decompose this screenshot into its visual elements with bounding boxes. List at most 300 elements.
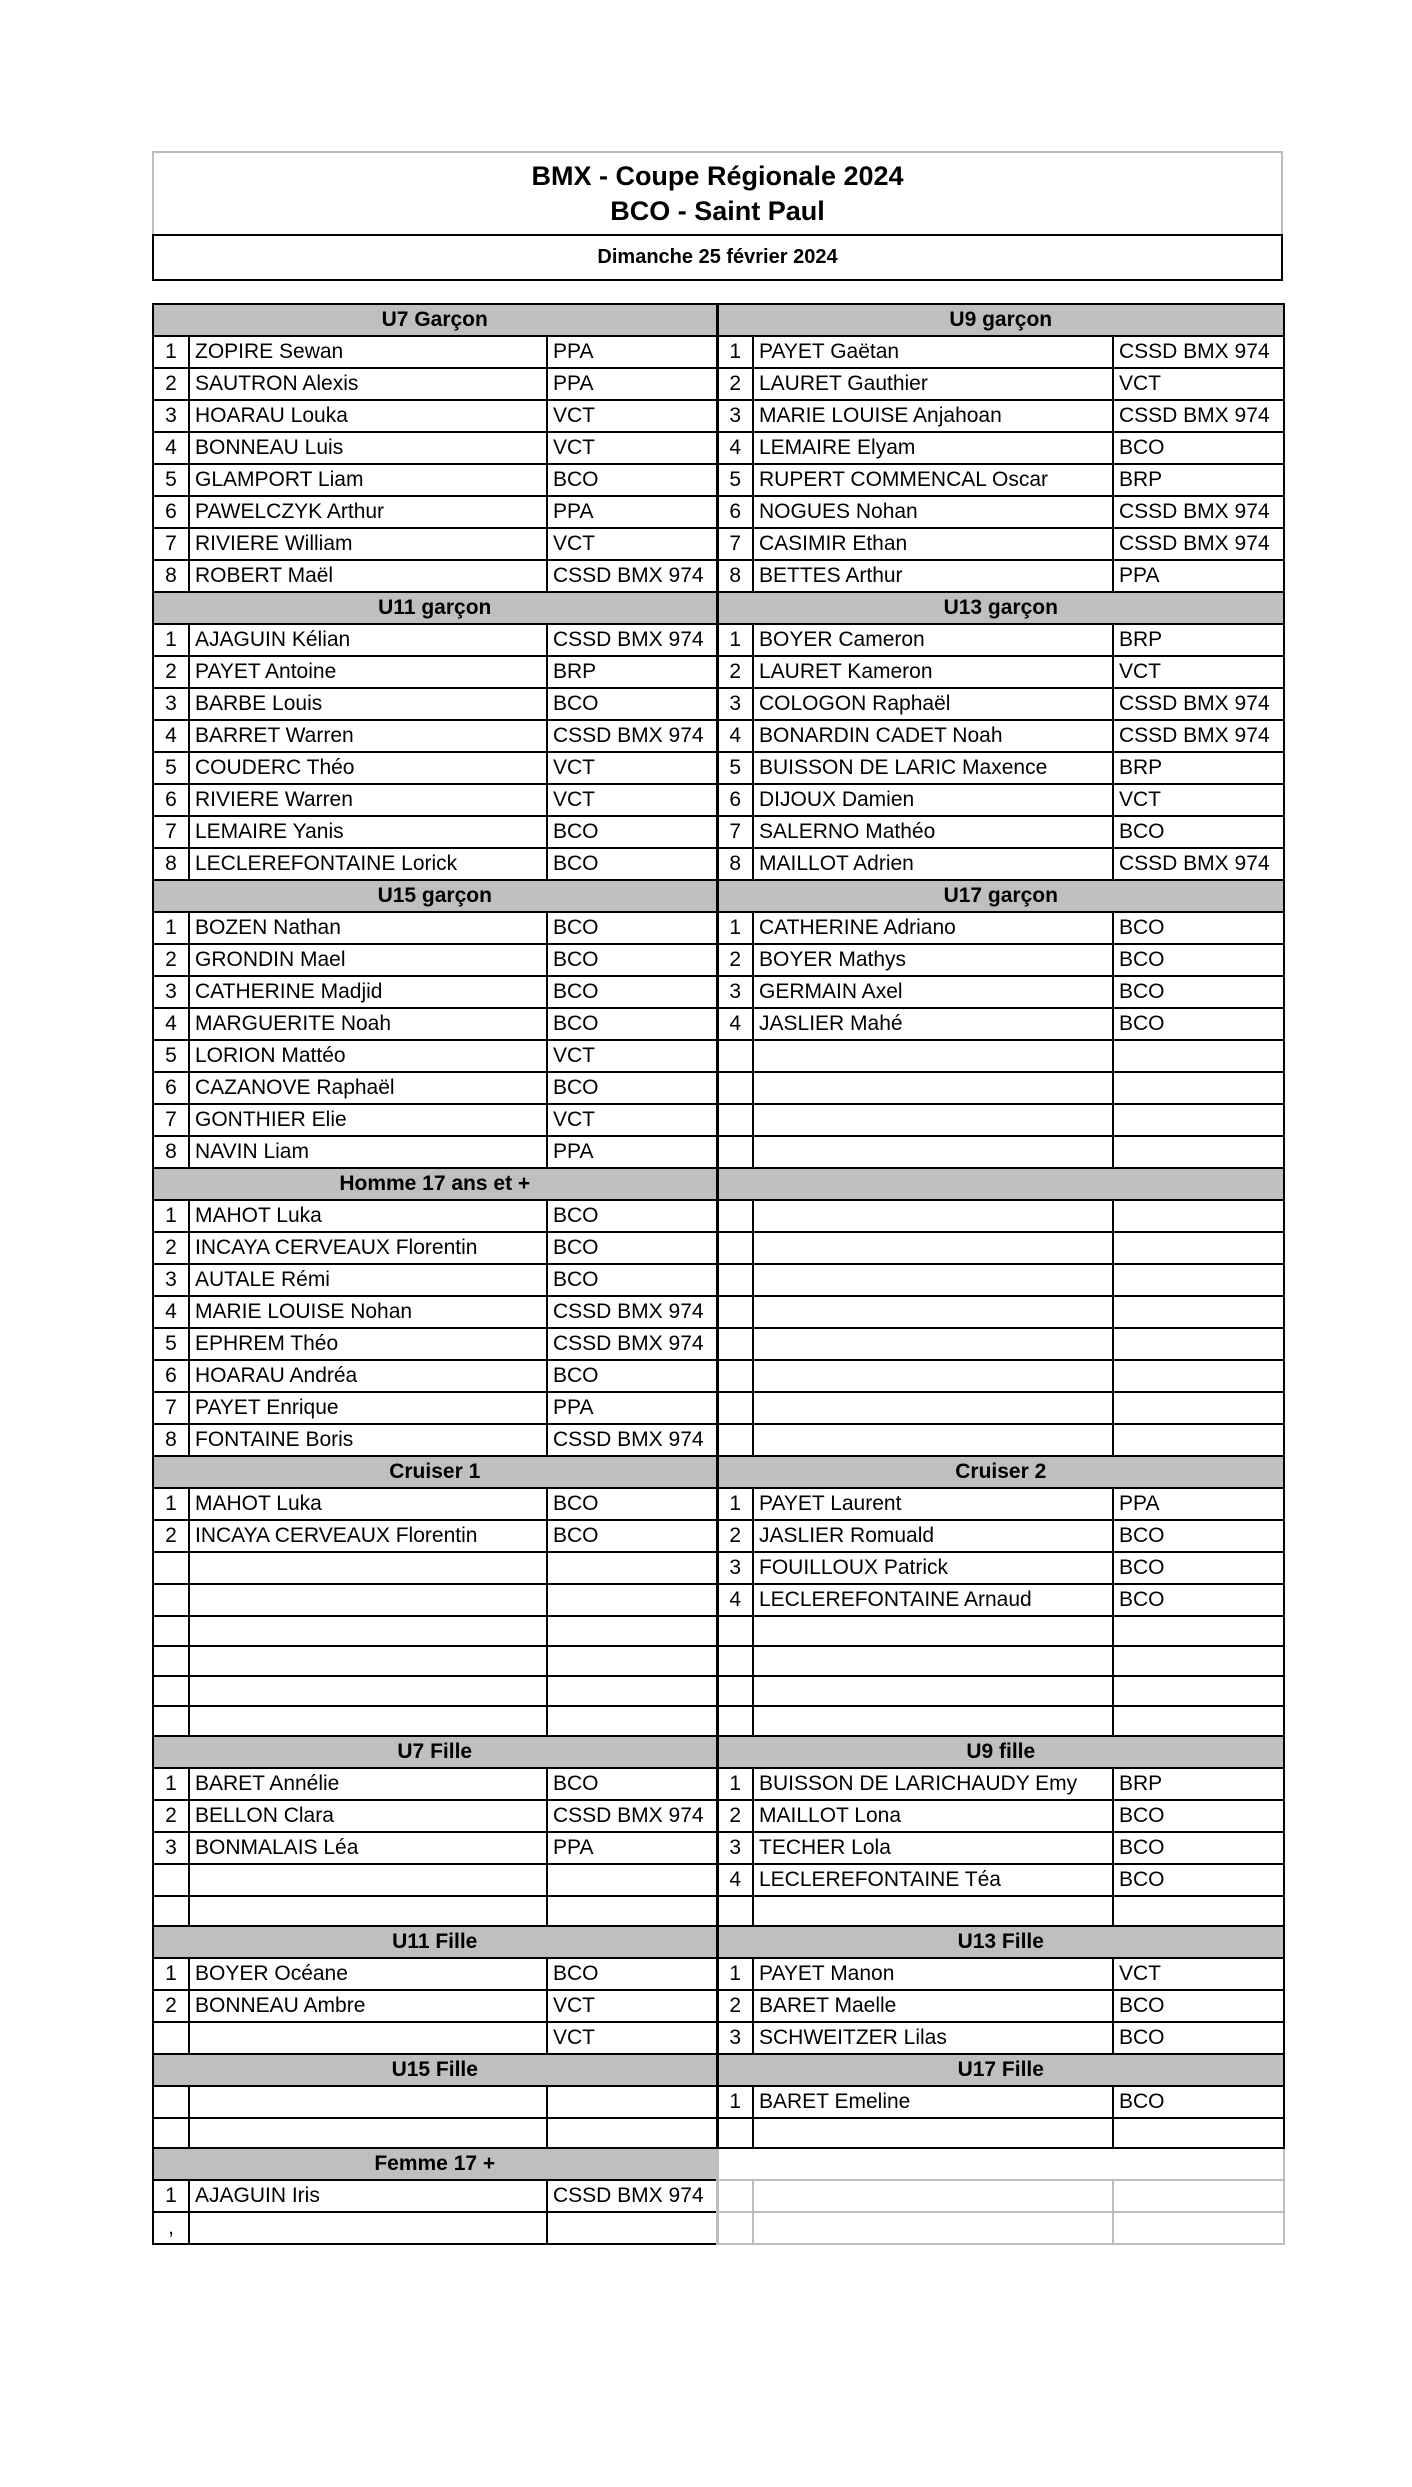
right-club-cell bbox=[1113, 1136, 1284, 1168]
left-rank-cell bbox=[153, 1584, 189, 1616]
left-club-cell: BCO bbox=[547, 848, 717, 880]
right-rider-name-cell: DIJOUX Damien bbox=[753, 784, 1113, 816]
right-club-cell bbox=[1113, 1360, 1284, 1392]
table-row bbox=[153, 1520, 1284, 1552]
right-rank-cell: 7 bbox=[717, 816, 753, 848]
right-club-cell bbox=[1113, 1328, 1284, 1360]
left-rank-cell: 4 bbox=[153, 1296, 189, 1328]
left-club-cell: BCO bbox=[547, 1520, 717, 1552]
left-club-cell: PPA bbox=[547, 1136, 717, 1168]
right-rider-name-cell bbox=[753, 1424, 1113, 1456]
right-club-cell: BCO bbox=[1113, 1008, 1284, 1040]
left-rank-cell: 5 bbox=[153, 752, 189, 784]
left-rank-cell: 8 bbox=[153, 1424, 189, 1456]
table-row bbox=[153, 1008, 1284, 1040]
left-rider-name-cell: BOZEN Nathan bbox=[189, 912, 547, 944]
left-rider-name-cell bbox=[189, 2022, 547, 2054]
table-row bbox=[153, 1864, 1284, 1896]
right-rider-name-cell: RUPERT COMMENCAL Oscar bbox=[753, 464, 1113, 496]
right-rank-cell: 2 bbox=[717, 368, 753, 400]
left-rider-name-cell: RIVIERE William bbox=[189, 528, 547, 560]
left-rider-name-cell: HOARAU Louka bbox=[189, 400, 547, 432]
left-rank-cell: 1 bbox=[153, 1768, 189, 1800]
left-rider-name-cell: INCAYA CERVEAUX Florentin bbox=[189, 1232, 547, 1264]
results-table bbox=[152, 303, 1285, 2245]
right-rank-cell: 6 bbox=[717, 496, 753, 528]
left-club-cell: CSSD BMX 974 bbox=[547, 1296, 717, 1328]
left-rider-name-cell bbox=[189, 1864, 547, 1896]
right-club-cell: VCT bbox=[1113, 1958, 1284, 1990]
page-subtitle: BCO - Saint Paul bbox=[610, 195, 825, 226]
table-row bbox=[153, 1296, 1284, 1328]
left-rider-name-cell bbox=[189, 1676, 547, 1706]
left-club-cell: CSSD BMX 974 bbox=[547, 720, 717, 752]
left-club-cell: PPA bbox=[547, 368, 717, 400]
left-rank-cell bbox=[153, 1896, 189, 1926]
left-club-cell: BCO bbox=[547, 1958, 717, 1990]
right-rank-cell bbox=[717, 1360, 753, 1392]
right-club-cell: BCO bbox=[1113, 1832, 1284, 1864]
right-club-cell: VCT bbox=[1113, 784, 1284, 816]
left-rider-name-cell: CAZANOVE Raphaël bbox=[189, 1072, 547, 1104]
right-club-cell: BRP bbox=[1113, 1768, 1284, 1800]
right-rider-name-cell bbox=[753, 1676, 1113, 1706]
left-club-cell: BCO bbox=[547, 816, 717, 848]
left-rank-cell bbox=[153, 1552, 189, 1584]
right-rank-cell bbox=[717, 1232, 753, 1264]
left-rank-cell: 1 bbox=[153, 912, 189, 944]
left-rank-cell: 3 bbox=[153, 688, 189, 720]
left-rider-name-cell: BARBE Louis bbox=[189, 688, 547, 720]
left-club-cell: CSSD BMX 974 bbox=[547, 624, 717, 656]
left-rider-name-cell bbox=[189, 1896, 547, 1926]
left-rank-cell: 1 bbox=[153, 1958, 189, 1990]
left-club-cell: VCT bbox=[547, 528, 717, 560]
table-row bbox=[153, 1616, 1284, 1646]
right-rank-cell: 7 bbox=[717, 528, 753, 560]
left-club-cell: BCO bbox=[547, 1008, 717, 1040]
left-club-cell: VCT bbox=[547, 1104, 717, 1136]
right-rider-name-cell: BETTES Arthur bbox=[753, 560, 1113, 592]
left-rank-cell: 5 bbox=[153, 1040, 189, 1072]
right-rank-cell bbox=[717, 1296, 753, 1328]
right-rank-cell bbox=[717, 1616, 753, 1646]
category-header-right bbox=[717, 1168, 1284, 1200]
right-rank-cell bbox=[717, 1676, 753, 1706]
left-rank-cell bbox=[153, 1676, 189, 1706]
left-rider-name-cell: CATHERINE Madjid bbox=[189, 976, 547, 1008]
table-row bbox=[153, 1424, 1284, 1456]
right-rider-name-cell: MARIE LOUISE Anjahoan bbox=[753, 400, 1113, 432]
left-rider-name-cell: BARET Annélie bbox=[189, 1768, 547, 1800]
left-rank-cell: 6 bbox=[153, 496, 189, 528]
left-club-cell: VCT bbox=[547, 1990, 717, 2022]
table-row bbox=[153, 432, 1284, 464]
left-club-cell bbox=[547, 1584, 717, 1616]
table-row bbox=[153, 688, 1284, 720]
right-rider-name-cell bbox=[753, 1040, 1113, 1072]
right-club-cell bbox=[1113, 1896, 1284, 1926]
page-title: BMX - Coupe Régionale 2024 bbox=[531, 160, 904, 191]
right-rank-cell bbox=[717, 1646, 753, 1676]
left-rank-cell: 3 bbox=[153, 1264, 189, 1296]
table-row bbox=[153, 2180, 1284, 2212]
left-club-cell: VCT bbox=[547, 1040, 717, 1072]
category-header-right: Cruiser 2 bbox=[717, 1456, 1284, 1488]
left-rank-cell bbox=[153, 1706, 189, 1736]
right-club-cell: BCO bbox=[1113, 2086, 1284, 2118]
left-club-cell: PPA bbox=[547, 496, 717, 528]
right-club-cell: CSSD BMX 974 bbox=[1113, 400, 1284, 432]
left-rider-name-cell: FONTAINE Boris bbox=[189, 1424, 547, 1456]
right-rider-name-cell bbox=[753, 1706, 1113, 1736]
category-header-row bbox=[153, 1736, 1284, 1768]
right-rank-cell: 4 bbox=[717, 1864, 753, 1896]
left-club-cell: CSSD BMX 974 bbox=[547, 1800, 717, 1832]
category-header-left: U7 Fille bbox=[153, 1736, 717, 1768]
right-rider-name-cell: BOYER Mathys bbox=[753, 944, 1113, 976]
left-rider-name-cell: BONMALAIS Léa bbox=[189, 1832, 547, 1864]
right-rank-cell: 3 bbox=[717, 2022, 753, 2054]
category-header-right bbox=[717, 2148, 1284, 2180]
category-header-row bbox=[153, 304, 1284, 336]
results-sheet bbox=[152, 151, 1283, 2245]
right-rider-name-cell: JASLIER Romuald bbox=[753, 1520, 1113, 1552]
left-rank-cell: 2 bbox=[153, 1800, 189, 1832]
right-club-cell: CSSD BMX 974 bbox=[1113, 688, 1284, 720]
right-rider-name-cell bbox=[753, 2118, 1113, 2148]
right-rank-cell bbox=[717, 1706, 753, 1736]
right-rank-cell: 2 bbox=[717, 1520, 753, 1552]
right-club-cell bbox=[1113, 1676, 1284, 1706]
left-rider-name-cell: AJAGUIN Kélian bbox=[189, 624, 547, 656]
left-rank-cell bbox=[153, 2086, 189, 2118]
right-club-cell: BRP bbox=[1113, 624, 1284, 656]
right-club-cell: BCO bbox=[1113, 1520, 1284, 1552]
right-rank-cell: 1 bbox=[717, 624, 753, 656]
right-rider-name-cell bbox=[753, 1296, 1113, 1328]
left-club-cell: VCT bbox=[547, 432, 717, 464]
table-row bbox=[153, 1584, 1284, 1616]
right-rider-name-cell: BARET Maelle bbox=[753, 1990, 1113, 2022]
category-header-row bbox=[153, 2054, 1284, 2086]
category-header-row bbox=[153, 880, 1284, 912]
right-club-cell bbox=[1113, 2212, 1284, 2244]
right-club-cell: PPA bbox=[1113, 1488, 1284, 1520]
table-row bbox=[153, 2022, 1284, 2054]
right-rider-name-cell: LAURET Kameron bbox=[753, 656, 1113, 688]
left-club-cell: BCO bbox=[547, 1264, 717, 1296]
right-rank-cell: 1 bbox=[717, 336, 753, 368]
table-row bbox=[153, 1328, 1284, 1360]
left-rank-cell bbox=[153, 2022, 189, 2054]
left-club-cell bbox=[547, 1896, 717, 1926]
left-rider-name-cell bbox=[189, 2086, 547, 2118]
table-row bbox=[153, 1646, 1284, 1676]
table-row bbox=[153, 944, 1284, 976]
right-rider-name-cell: LECLEREFONTAINE Arnaud bbox=[753, 1584, 1113, 1616]
category-header-row bbox=[153, 1926, 1284, 1958]
right-rider-name-cell: CASIMIR Ethan bbox=[753, 528, 1113, 560]
left-rank-cell: 1 bbox=[153, 1200, 189, 1232]
right-rider-name-cell: PAYET Manon bbox=[753, 1958, 1113, 1990]
right-rider-name-cell bbox=[753, 1328, 1113, 1360]
left-club-cell: CSSD BMX 974 bbox=[547, 2180, 717, 2212]
right-rider-name-cell: SCHWEITZER Lilas bbox=[753, 2022, 1113, 2054]
left-rider-name-cell bbox=[189, 1616, 547, 1646]
left-club-cell: VCT bbox=[547, 2022, 717, 2054]
right-rank-cell: 8 bbox=[717, 560, 753, 592]
right-rider-name-cell: COLOGON Raphaël bbox=[753, 688, 1113, 720]
right-rank-cell: 5 bbox=[717, 464, 753, 496]
left-rider-name-cell: COUDERC Théo bbox=[189, 752, 547, 784]
left-club-cell: VCT bbox=[547, 752, 717, 784]
right-club-cell bbox=[1113, 1264, 1284, 1296]
table-row bbox=[153, 1360, 1284, 1392]
table-row bbox=[153, 1990, 1284, 2022]
category-header-left: U15 garçon bbox=[153, 880, 717, 912]
category-header-left: Cruiser 1 bbox=[153, 1456, 717, 1488]
right-rank-cell: 3 bbox=[717, 688, 753, 720]
right-rider-name-cell: CATHERINE Adriano bbox=[753, 912, 1113, 944]
left-club-cell: VCT bbox=[547, 784, 717, 816]
left-rank-cell: 5 bbox=[153, 1328, 189, 1360]
right-rider-name-cell bbox=[753, 2212, 1113, 2244]
right-club-cell bbox=[1113, 1616, 1284, 1646]
title-box bbox=[152, 151, 1283, 234]
right-club-cell bbox=[1113, 1424, 1284, 1456]
right-club-cell: CSSD BMX 974 bbox=[1113, 528, 1284, 560]
left-rank-cell: 2 bbox=[153, 656, 189, 688]
table-row bbox=[153, 528, 1284, 560]
table-row bbox=[153, 848, 1284, 880]
right-club-cell: CSSD BMX 974 bbox=[1113, 848, 1284, 880]
category-header-row bbox=[153, 1456, 1284, 1488]
right-rider-name-cell: MAILLOT Lona bbox=[753, 1800, 1113, 1832]
right-rider-name-cell: BUISSON DE LARICHAUDY Emy bbox=[753, 1768, 1113, 1800]
left-rank-cell: 5 bbox=[153, 464, 189, 496]
category-header-left: U7 Garçon bbox=[153, 304, 717, 336]
right-club-cell bbox=[1113, 1232, 1284, 1264]
table-row bbox=[153, 784, 1284, 816]
table-row bbox=[153, 2212, 1284, 2244]
table-row bbox=[153, 1676, 1284, 1706]
left-club-cell: BCO bbox=[547, 688, 717, 720]
left-club-cell bbox=[547, 1676, 717, 1706]
category-header-right: U13 garçon bbox=[717, 592, 1284, 624]
right-rider-name-cell bbox=[753, 1646, 1113, 1676]
right-rank-cell bbox=[717, 2118, 753, 2148]
right-rank-cell: 3 bbox=[717, 1552, 753, 1584]
right-rider-name-cell bbox=[753, 1232, 1113, 1264]
left-rank-cell: 8 bbox=[153, 848, 189, 880]
right-rider-name-cell bbox=[753, 1360, 1113, 1392]
right-club-cell bbox=[1113, 1392, 1284, 1424]
right-club-cell: PPA bbox=[1113, 560, 1284, 592]
left-club-cell bbox=[547, 1706, 717, 1736]
left-rank-cell: 1 bbox=[153, 1488, 189, 1520]
right-rider-name-cell: BONARDIN CADET Noah bbox=[753, 720, 1113, 752]
table-row bbox=[153, 1832, 1284, 1864]
left-rider-name-cell: GLAMPORT Liam bbox=[189, 464, 547, 496]
table-row bbox=[153, 656, 1284, 688]
right-club-cell: CSSD BMX 974 bbox=[1113, 720, 1284, 752]
left-rank-cell: 1 bbox=[153, 624, 189, 656]
left-club-cell: CSSD BMX 974 bbox=[547, 1424, 717, 1456]
right-club-cell: BRP bbox=[1113, 752, 1284, 784]
right-club-cell bbox=[1113, 1200, 1284, 1232]
left-club-cell bbox=[547, 1552, 717, 1584]
table-row bbox=[153, 496, 1284, 528]
left-rider-name-cell: ZOPIRE Sewan bbox=[189, 336, 547, 368]
right-rider-name-cell: TECHER Lola bbox=[753, 1832, 1113, 1864]
table-row bbox=[153, 1232, 1284, 1264]
right-rider-name-cell: LAURET Gauthier bbox=[753, 368, 1113, 400]
left-rider-name-cell: EPHREM Théo bbox=[189, 1328, 547, 1360]
right-club-cell bbox=[1113, 1646, 1284, 1676]
right-rank-cell: 2 bbox=[717, 1990, 753, 2022]
left-rank-cell: 2 bbox=[153, 1990, 189, 2022]
right-club-cell: VCT bbox=[1113, 368, 1284, 400]
left-club-cell: BCO bbox=[547, 1200, 717, 1232]
right-rider-name-cell: PAYET Gaëtan bbox=[753, 336, 1113, 368]
table-row bbox=[153, 1136, 1284, 1168]
left-club-cell: BCO bbox=[547, 912, 717, 944]
category-header-right: U17 Fille bbox=[717, 2054, 1284, 2086]
table-row bbox=[153, 624, 1284, 656]
table-row bbox=[153, 1800, 1284, 1832]
right-rider-name-cell: MAILLOT Adrien bbox=[753, 848, 1113, 880]
left-rank-cell: 1 bbox=[153, 336, 189, 368]
left-club-cell: PPA bbox=[547, 1392, 717, 1424]
right-rider-name-cell bbox=[753, 1136, 1113, 1168]
left-rider-name-cell: PAYET Antoine bbox=[189, 656, 547, 688]
right-rank-cell: 6 bbox=[717, 784, 753, 816]
left-club-cell: BCO bbox=[547, 976, 717, 1008]
right-club-cell: BCO bbox=[1113, 1864, 1284, 1896]
right-rider-name-cell: BOYER Cameron bbox=[753, 624, 1113, 656]
right-club-cell: BCO bbox=[1113, 432, 1284, 464]
right-club-cell bbox=[1113, 1040, 1284, 1072]
left-rank-cell bbox=[153, 1864, 189, 1896]
right-club-cell bbox=[1113, 2180, 1284, 2212]
left-rank-cell: 7 bbox=[153, 816, 189, 848]
right-rank-cell: 2 bbox=[717, 1800, 753, 1832]
right-rank-cell bbox=[717, 1104, 753, 1136]
category-header-right: U9 fille bbox=[717, 1736, 1284, 1768]
left-rider-name-cell: NAVIN Liam bbox=[189, 1136, 547, 1168]
right-club-cell: BCO bbox=[1113, 944, 1284, 976]
right-rank-cell: 2 bbox=[717, 944, 753, 976]
left-rank-cell bbox=[153, 2118, 189, 2148]
right-rank-cell bbox=[717, 1136, 753, 1168]
left-rider-name-cell bbox=[189, 2212, 547, 2244]
right-rider-name-cell bbox=[753, 1616, 1113, 1646]
left-rank-cell: 4 bbox=[153, 1008, 189, 1040]
left-rider-name-cell bbox=[189, 1646, 547, 1676]
table-row bbox=[153, 976, 1284, 1008]
right-rider-name-cell: LECLEREFONTAINE Téa bbox=[753, 1864, 1113, 1896]
table-row bbox=[153, 2086, 1284, 2118]
right-club-cell: BCO bbox=[1113, 1552, 1284, 1584]
left-rider-name-cell: LEMAIRE Yanis bbox=[189, 816, 547, 848]
left-rank-cell: 2 bbox=[153, 1232, 189, 1264]
table-row bbox=[153, 1264, 1284, 1296]
left-club-cell bbox=[547, 2118, 717, 2148]
category-header-row bbox=[153, 1168, 1284, 1200]
left-rider-name-cell: MARGUERITE Noah bbox=[189, 1008, 547, 1040]
left-rider-name-cell bbox=[189, 1706, 547, 1736]
event-date: Dimanche 25 février 2024 bbox=[152, 234, 1283, 281]
left-rider-name-cell: BARRET Warren bbox=[189, 720, 547, 752]
right-rank-cell bbox=[717, 2180, 753, 2212]
left-rider-name-cell: LECLEREFONTAINE Lorick bbox=[189, 848, 547, 880]
left-club-cell: BCO bbox=[547, 464, 717, 496]
left-rank-cell: 3 bbox=[153, 976, 189, 1008]
table-row bbox=[153, 560, 1284, 592]
category-header-left: U11 garçon bbox=[153, 592, 717, 624]
table-row bbox=[153, 400, 1284, 432]
right-rank-cell: 3 bbox=[717, 400, 753, 432]
right-rank-cell: 4 bbox=[717, 720, 753, 752]
left-rider-name-cell: BOYER Océane bbox=[189, 1958, 547, 1990]
left-rider-name-cell bbox=[189, 2118, 547, 2148]
left-club-cell: CSSD BMX 974 bbox=[547, 1328, 717, 1360]
left-rider-name-cell: GRONDIN Mael bbox=[189, 944, 547, 976]
right-rank-cell: 5 bbox=[717, 752, 753, 784]
left-club-cell bbox=[547, 1616, 717, 1646]
category-header-left: U11 Fille bbox=[153, 1926, 717, 1958]
left-club-cell: BCO bbox=[547, 1232, 717, 1264]
left-rider-name-cell: GONTHIER Elie bbox=[189, 1104, 547, 1136]
left-club-cell bbox=[547, 2086, 717, 2118]
table-row bbox=[153, 1072, 1284, 1104]
left-rider-name-cell: INCAYA CERVEAUX Florentin bbox=[189, 1520, 547, 1552]
table-row bbox=[153, 1552, 1284, 1584]
table-row bbox=[153, 1896, 1284, 1926]
left-club-cell: BCO bbox=[547, 1360, 717, 1392]
right-rider-name-cell: FOUILLOUX Patrick bbox=[753, 1552, 1113, 1584]
left-rank-cell: 3 bbox=[153, 1832, 189, 1864]
table-row bbox=[153, 1104, 1284, 1136]
left-rider-name-cell: BONNEAU Luis bbox=[189, 432, 547, 464]
right-rider-name-cell: SALERNO Mathéo bbox=[753, 816, 1113, 848]
right-club-cell bbox=[1113, 1296, 1284, 1328]
table-row bbox=[153, 1768, 1284, 1800]
left-rank-cell: 4 bbox=[153, 720, 189, 752]
left-rider-name-cell: LORION Mattéo bbox=[189, 1040, 547, 1072]
category-header-row bbox=[153, 2148, 1284, 2180]
left-rank-cell: 6 bbox=[153, 784, 189, 816]
left-club-cell: BCO bbox=[547, 944, 717, 976]
right-rank-cell: 3 bbox=[717, 1832, 753, 1864]
left-club-cell: BRP bbox=[547, 656, 717, 688]
table-row bbox=[153, 368, 1284, 400]
right-rank-cell bbox=[717, 1896, 753, 1926]
right-rank-cell bbox=[717, 1200, 753, 1232]
right-rank-cell: 1 bbox=[717, 1488, 753, 1520]
left-club-cell bbox=[547, 2212, 717, 2244]
right-rank-cell bbox=[717, 1392, 753, 1424]
left-rank-cell: 2 bbox=[153, 368, 189, 400]
left-rider-name-cell bbox=[189, 1552, 547, 1584]
right-rider-name-cell: GERMAIN Axel bbox=[753, 976, 1113, 1008]
table-row bbox=[153, 720, 1284, 752]
right-club-cell bbox=[1113, 1104, 1284, 1136]
category-header-row bbox=[153, 592, 1284, 624]
results-body bbox=[153, 304, 1284, 2244]
category-header-left: U15 Fille bbox=[153, 2054, 717, 2086]
